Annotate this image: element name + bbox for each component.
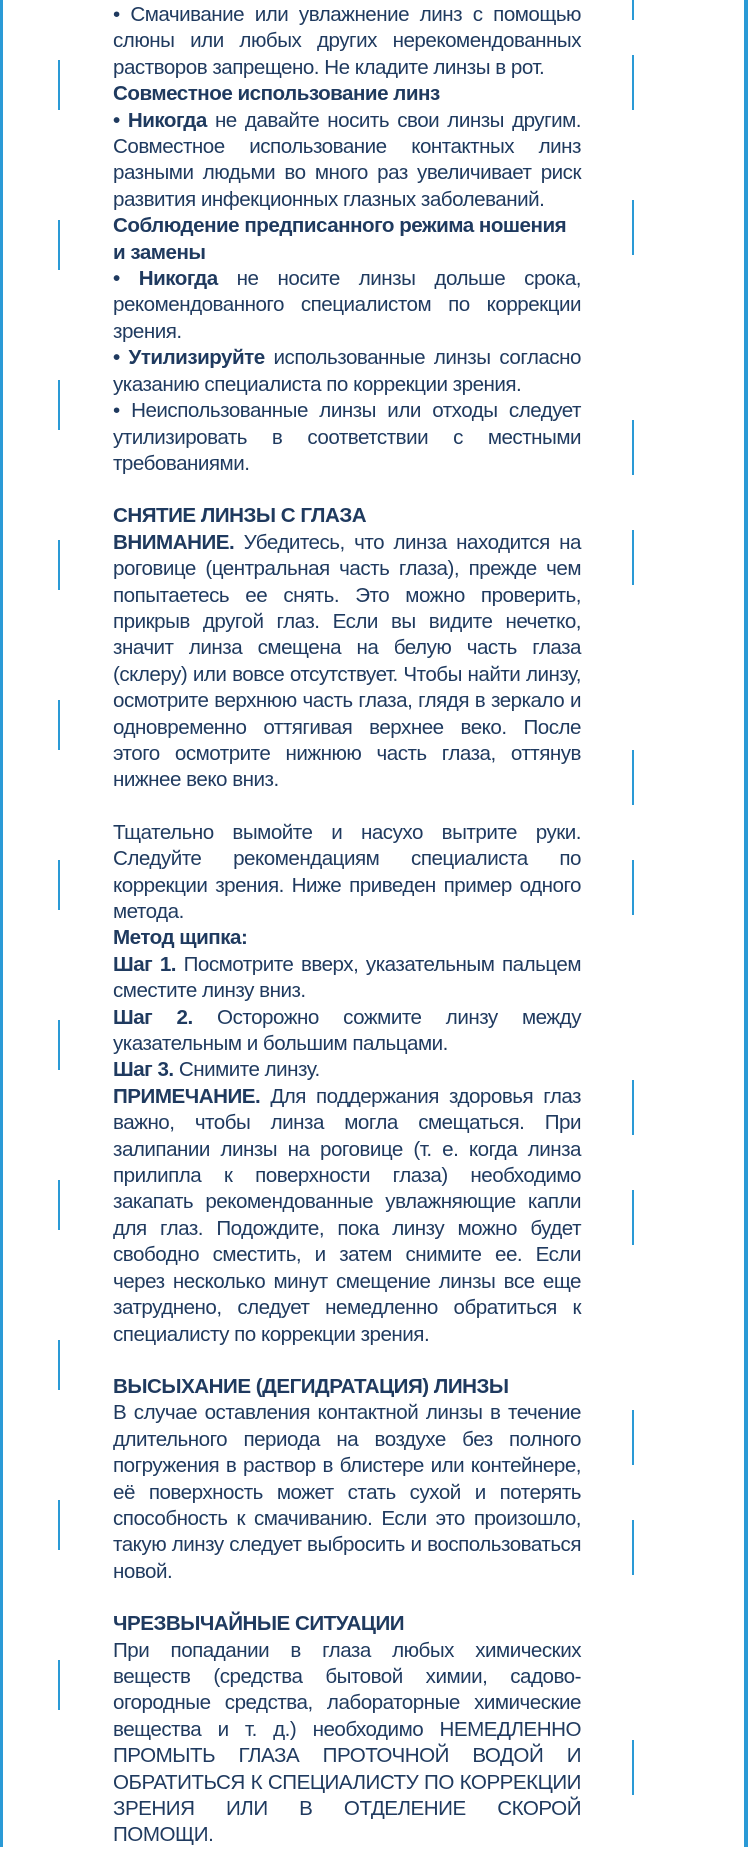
- wash-hands-paragraph: Тщательно вымойте и насухо вытрите руки. Следуйте рекомендациям специалиста по коррекции зрения. Ниже приведен пример одного метода.: [113, 820, 581, 923]
- unused-lenses-paragraph: • Неиспользованные линзы или отходы следует утилизировать в соответствии с местными требованиями.: [113, 399, 581, 475]
- step-2-label: Шаг 2.: [113, 1005, 193, 1029]
- emergency-heading: ЧРЕЗВЫЧАЙНЫЕ СИТУАЦИИ: [113, 1612, 405, 1636]
- schedule-paragraph: [113, 266, 581, 345]
- schedule-heading: Соблюдение предписанного режима ношения и замены: [113, 214, 567, 264]
- sharing-text: не давайте носить свои линзы другим. Совместное использование контактных линз разными людьми во много раз увеличивает риск развития инфекционных глазных заболеваний.: [113, 108, 581, 211]
- dehydration-heading: ВЫСЫХАНИЕ (ДЕГИДРАТАЦИЯ) ЛИНЗЫ: [113, 1374, 509, 1398]
- dispose-text: использованные линзы согласно указанию специалиста по коррекции зрения.: [113, 346, 581, 396]
- instructions-column: [113, 2, 581, 1849]
- dispose-bold: • Утилизируйте: [113, 346, 265, 370]
- step-1-label: Шаг 1.: [113, 952, 176, 976]
- left-frame-line: [0, 0, 3, 1847]
- schedule-text: не носите линзы дольше срока, рекомендованного специалистом по коррекции зрения.: [113, 267, 581, 343]
- note-paragraph: [113, 1084, 581, 1348]
- method-heading: Метод щипка:: [113, 926, 248, 950]
- step-2-text: Осторожно сожмите линзу между указательным и большим пальцами.: [113, 1005, 581, 1056]
- note-label: ПРИМЕЧАНИЕ.: [113, 1084, 261, 1108]
- attention-paragraph: [113, 530, 581, 794]
- schedule-bold: • Никогда: [113, 267, 218, 291]
- note-text: Для поддержания здоровья глаз важно, чтобы линза могла смещаться. При залипании линзы на роговице (т. е. когда линза прилипла к поверхности глаза) необходимо закапать рекомендованные увлажняющие капли для глаз. Подождите, пока линзу можно будет свободно сместить, и затем снимите ее. Если через несколько минут смещение линзы все еще затруднено, следует немедленно обратиться к специалисту по коррекции зрения.: [113, 1084, 581, 1346]
- sharing-bold: • Никогда: [113, 108, 207, 132]
- right-frame-line: [744, 0, 748, 1847]
- step-1-text: Посмотрите вверх, указательным пальцем сместите линзу вниз.: [113, 952, 581, 1003]
- step-2: [113, 1005, 581, 1058]
- spacer: [113, 1348, 581, 1374]
- step-3-text: Снимите линзу.: [173, 1058, 320, 1082]
- step-3-label: Шаг 3.: [113, 1058, 174, 1082]
- dehydration-paragraph: В случае оставления контактной линзы в течение длительного периода на воздухе без полного погружения в раствор в блистере или контейнере, её поверхность может стать сухой и потерять способность к смачиванию. Если это произошло, такую линзу следует выбросить и воспользоваться новой.: [113, 1401, 581, 1583]
- attention-label: ВНИМАНИЕ.: [113, 530, 235, 554]
- removal-heading: СНЯТИЕ ЛИНЗЫ С ГЛАЗА: [113, 504, 367, 528]
- attention-text: Убедитесь, что линза находится на роговице (центральная часть глаза), прежде чем попытаетесь ее снять. Это можно проверить, прикрыв другой глаз. Если вы видите нечетко, значит линза смещена на белую часть глаза (склеру) или вовсе отсутствует. Чтобы найти линзу, осмотрите верхнюю часть глаза, глядя в зеркало и одновременно оттягивая верхнее веко. После этого осмотрите нижнюю часть глаза, оттянув нижнее веко вниз.: [113, 530, 581, 792]
- spacer: [113, 794, 581, 820]
- dispose-paragraph: [113, 345, 581, 398]
- step-3: [113, 1057, 581, 1083]
- spacer: [113, 477, 581, 503]
- step-1: [113, 952, 581, 1005]
- sharing-heading: Совместное использование линз: [113, 82, 440, 106]
- emergency-paragraph: При попадании в глаза любых химических веществ (средства бытовой химии, садово-огородные средства, лабораторные химические вещества и т. д.) необходимо НЕМЕДЛЕННО ПРОМЫТЬ ГЛАЗА ПРОТОЧНОЙ ВОДОЙ И ОБРАТИТЬСЯ К СПЕЦИАЛИСТУ ПО КОРРЕКЦИИ ЗРЕНИЯ ИЛИ В ОТДЕЛЕНИЕ СКОРОЙ ПОМОЩИ.: [113, 1638, 581, 1847]
- spacer: [113, 1585, 581, 1611]
- sharing-paragraph: [113, 108, 581, 214]
- wetting-warning: • Смачивание или увлажнение линз с помощью слюны или любых других нерекомендованных растворов запрещено. Не кладите линзы в рот.: [113, 3, 581, 79]
